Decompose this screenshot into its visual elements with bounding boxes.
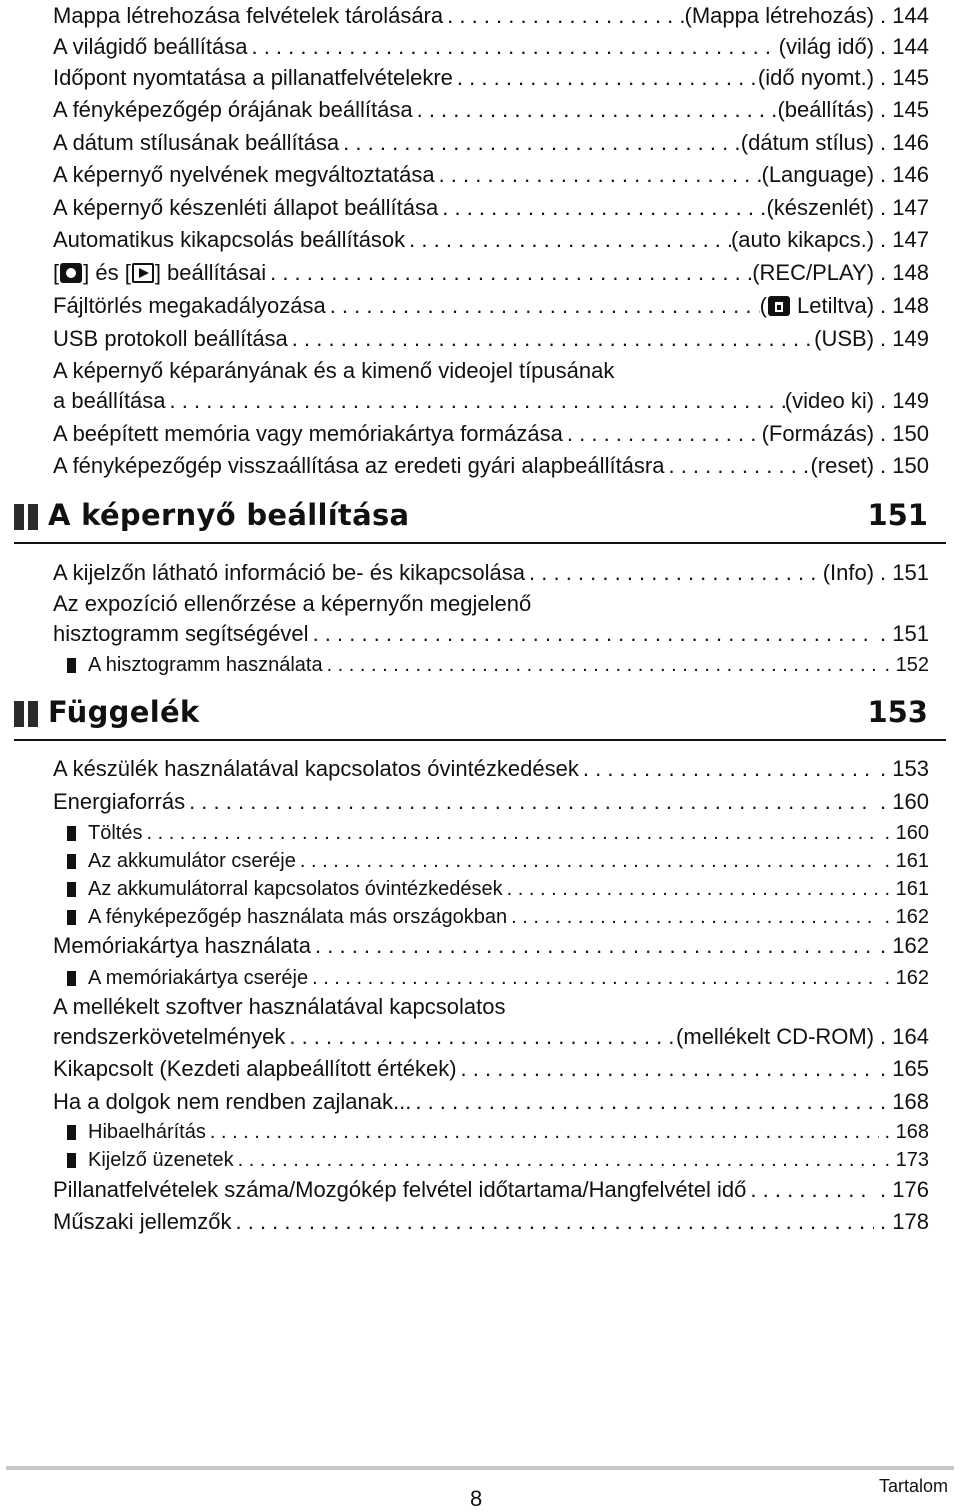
section-heading[interactable] xyxy=(14,496,946,544)
toc-entry-line1[interactable]: A képernyő képarányának és a kimenő videojel típusának xyxy=(53,358,615,383)
toc-entry[interactable] xyxy=(53,557,929,589)
leader-dots xyxy=(234,1144,879,1176)
toc-entry[interactable] xyxy=(53,127,929,159)
toc-entry-title: USB protokoll beállítása xyxy=(53,326,288,351)
leader-dots xyxy=(185,786,874,818)
toc-entry-ref: (Formázás) xyxy=(761,421,875,446)
leader-dots xyxy=(323,649,879,681)
toc-entry[interactable] xyxy=(53,450,929,482)
ref-close: Letiltva) xyxy=(790,293,875,318)
toc-entry-ref: (REC/PLAY) xyxy=(752,260,875,285)
toc-entry-title: Automatikus kikapcsolás beállítások xyxy=(53,227,406,252)
toc-entry-ref xyxy=(760,290,874,322)
bracket-mid: ] és [ xyxy=(83,260,131,285)
toc-entry[interactable] xyxy=(53,385,929,417)
toc-subentry[interactable] xyxy=(88,649,929,681)
ref-open: ( xyxy=(759,293,767,318)
toc-entry-line1[interactable]: A mellékelt szoftver használatával kapcsolatos xyxy=(53,994,506,1019)
toc-entry-ref: (mellékelt CD-ROM) xyxy=(676,1024,875,1049)
leader-dots xyxy=(453,62,758,94)
leader-dots xyxy=(438,192,766,224)
section-heading[interactable] xyxy=(14,693,946,741)
toc-entry-page: . 146 xyxy=(880,159,929,191)
leader-dots xyxy=(563,418,762,450)
toc-entry-ref: (világ idő) xyxy=(778,34,875,59)
toc-entry-title: A hisztogramm használata xyxy=(88,654,323,676)
toc-entry-page: . 144 xyxy=(880,0,929,32)
toc-entry[interactable] xyxy=(53,224,929,256)
toc-entry-ref: (Language) xyxy=(761,162,875,187)
toc-entry-ref: (USB) xyxy=(814,326,875,351)
toc-entry-title: Energiaforrás xyxy=(53,789,186,814)
toc-entry-ref: (Mappa létrehozás) xyxy=(684,3,875,28)
leader-dots xyxy=(309,618,874,650)
toc-subentry[interactable] xyxy=(88,1144,929,1176)
bullet-square-icon xyxy=(67,971,76,986)
toc-entry-title: Műszaki jellemzők xyxy=(53,1209,232,1234)
leader-dots xyxy=(339,127,741,159)
toc-entry-page: . 164 xyxy=(880,1021,929,1053)
toc-entry-page: . 160 xyxy=(880,786,929,818)
section-page: 153 xyxy=(867,695,928,729)
toc-entry-title: A világidő beállítása xyxy=(53,34,248,59)
toc-entry-title: rendszerkövetelmények xyxy=(53,1024,286,1049)
toc-entry-title: Hibaelhárítás xyxy=(88,1121,206,1143)
toc-subentry[interactable] xyxy=(88,901,929,933)
bracket-close: ] beállításai xyxy=(154,260,267,285)
toc-entry-title: Kikapcsolt (Kezdeti alapbeállított értékek) xyxy=(53,1056,457,1081)
leader-dots xyxy=(266,257,752,289)
toc-entry[interactable] xyxy=(53,62,929,94)
toc-entry[interactable] xyxy=(53,1021,929,1053)
toc-entry[interactable] xyxy=(53,753,929,785)
trash-icon xyxy=(768,296,790,316)
bullet-square-icon xyxy=(67,1153,76,1168)
toc-entry-ref: (beállítás) xyxy=(777,97,875,122)
toc-entry[interactable] xyxy=(53,31,929,63)
bracket-open: [ xyxy=(53,260,60,285)
play-icon xyxy=(132,263,154,283)
toc-entry[interactable] xyxy=(53,618,929,650)
toc-entry-ref: (reset) xyxy=(810,453,875,478)
toc-entry-page: . 150 xyxy=(880,418,929,450)
leader-dots xyxy=(326,290,760,322)
toc-entry-protect[interactable] xyxy=(53,290,929,322)
toc-entry-page: . 176 xyxy=(880,1174,929,1206)
leader-dots xyxy=(308,962,878,994)
camera-icon xyxy=(60,263,82,283)
toc-entry-page: . 150 xyxy=(880,450,929,482)
toc-entry[interactable] xyxy=(53,1206,929,1238)
leader-dots xyxy=(411,1086,874,1118)
toc-entry-page: . 144 xyxy=(880,31,929,63)
toc-entry[interactable] xyxy=(53,159,929,191)
toc-entry-page: . 168 xyxy=(880,1086,929,1118)
leader-dots xyxy=(746,1174,874,1206)
toc-entry-page: . 147 xyxy=(880,224,929,256)
toc-entry[interactable] xyxy=(53,1174,929,1206)
toc-entry-page: . 148 xyxy=(880,257,929,289)
bullet-square-icon xyxy=(67,1125,76,1140)
toc-entry-page: . 178 xyxy=(880,1206,929,1238)
toc-entry-title: A képernyő készenléti állapot beállítása xyxy=(53,195,439,220)
leader-dots xyxy=(579,753,874,785)
toc-entry[interactable] xyxy=(53,786,929,818)
toc-entry-ref: (Info) xyxy=(822,560,875,585)
leader-dots xyxy=(285,1021,676,1053)
toc-entry-page: . 149 xyxy=(880,323,929,355)
toc-entry-title: A fényképezőgép órájának beállítása xyxy=(53,97,413,122)
toc-entry[interactable] xyxy=(53,0,929,32)
toc-entry-title: A dátum stílusának beállítása xyxy=(53,130,340,155)
toc-entry-line1[interactable]: Az expozíció ellenőrzése a képernyőn megjelenő xyxy=(53,591,532,616)
toc-entry-rec-play[interactable] xyxy=(53,257,929,289)
toc-entry-page: . 147 xyxy=(880,192,929,224)
toc-entry-title: A beépített memória vagy memóriakártya formázása xyxy=(53,421,563,446)
toc-entry-ref: (készenlét) xyxy=(766,195,875,220)
bullet-square-icon xyxy=(67,854,76,869)
toc-subentry[interactable] xyxy=(88,962,929,994)
toc-entry-page: . 162 xyxy=(885,962,930,994)
toc-entry-page: . 151 xyxy=(880,618,929,650)
bullet-square-icon xyxy=(67,882,76,897)
footer-page-number: 8 xyxy=(470,1486,483,1511)
toc-entry-page: . 145 xyxy=(880,62,929,94)
toc-entry-title xyxy=(53,257,266,289)
toc-entry-title: Pillanatfelvételek száma/Mozgókép felvétel időtartama/Hangfelvétel idő xyxy=(53,1177,747,1202)
toc-entry-title: A memóriakártya cseréje xyxy=(88,967,309,989)
bullet-square-icon xyxy=(67,658,76,673)
toc-entry-page: . 148 xyxy=(880,290,929,322)
toc-entry[interactable] xyxy=(53,94,929,126)
toc-entry-page: . 151 xyxy=(880,557,929,589)
toc-entry-title: A képernyő nyelvének megváltoztatása xyxy=(53,162,435,187)
toc-entry-title: Fájltörlés megakadályozása xyxy=(53,293,326,318)
section-title: Függelék xyxy=(48,695,200,729)
toc-entry-page: . 145 xyxy=(880,94,929,126)
bullet-square-icon xyxy=(67,910,76,925)
leader-dots xyxy=(232,1206,875,1238)
toc-entry-title: Töltés xyxy=(88,822,143,844)
toc-entry-title: Időpont nyomtatása a pillanatfelvételekre xyxy=(53,65,453,90)
section-bars-icon xyxy=(14,701,40,727)
footer-divider xyxy=(6,1466,954,1470)
toc-entry-page: . 152 xyxy=(885,649,930,681)
toc-entry[interactable] xyxy=(53,418,929,450)
toc-entry[interactable] xyxy=(53,323,929,355)
leader-dots xyxy=(435,159,762,191)
section-bars-icon xyxy=(14,504,40,530)
toc-entry[interactable] xyxy=(53,1086,929,1118)
toc-entry-ref: (auto kikapcs.) xyxy=(730,227,875,252)
leader-dots xyxy=(443,0,684,32)
toc-entry-title: Az akkumulátorral kapcsolatos óvintézkedések xyxy=(88,878,503,900)
leader-dots xyxy=(311,930,874,962)
toc-entry-title: A fényképezőgép visszaállítása az eredeti gyári alapbeállításra xyxy=(53,453,665,478)
toc-entry-title: Ha a dolgok nem rendben zajlanak... xyxy=(53,1089,412,1114)
section-page: 151 xyxy=(867,498,928,532)
toc-entry-page: . 160 xyxy=(885,817,930,849)
toc-entry-title: A fényképezőgép használata más országokban xyxy=(88,906,508,928)
toc-entry-page: . 149 xyxy=(880,385,929,417)
toc-entry-ref: (idő nyomt.) xyxy=(757,65,875,90)
leader-dots xyxy=(525,557,823,589)
toc-entry-title: Kijelző üzenetek xyxy=(88,1149,234,1171)
toc-entry-title: Mappa létrehozása felvételek tárolására xyxy=(53,3,444,28)
toc-entry-page: . 146 xyxy=(880,127,929,159)
toc-entry[interactable] xyxy=(53,1053,929,1085)
toc-entry-title: A kijelzőn látható információ be- és kikapcsolása xyxy=(53,560,526,585)
toc-entry-page: . 165 xyxy=(880,1053,929,1085)
toc-entry-ref: (video ki) xyxy=(784,388,875,413)
section-title: A képernyő beállítása xyxy=(48,498,410,532)
toc-entry-title: Memóriakártya használata xyxy=(53,933,312,958)
toc-entry-page: . 162 xyxy=(885,901,930,933)
leader-dots xyxy=(507,901,878,933)
toc-entry-title: a beállítása xyxy=(53,388,166,413)
toc-entry-page: . 168 xyxy=(885,1116,930,1148)
toc-entry-title: A készülék használatával kapcsolatos óvintézkedések xyxy=(53,756,579,781)
footer-tag[interactable]: Tartalom xyxy=(878,1476,948,1496)
toc-entry-ref: (dátum stílus) xyxy=(740,130,875,155)
toc-entry[interactable] xyxy=(53,192,929,224)
toc-entry-page: . 161 xyxy=(885,845,930,877)
toc-entry-page: . 173 xyxy=(885,1144,930,1176)
toc-entry-title: hisztogramm segítségével xyxy=(53,621,309,646)
leader-dots xyxy=(247,31,778,63)
toc-entry-page: . 162 xyxy=(880,930,929,962)
leader-dots xyxy=(166,385,785,417)
leader-dots xyxy=(288,323,814,355)
toc-entry-page: . 161 xyxy=(885,873,930,905)
leader-dots xyxy=(457,1053,875,1085)
leader-dots xyxy=(664,450,810,482)
leader-dots xyxy=(405,224,731,256)
toc-entry[interactable] xyxy=(53,930,929,962)
leader-dots xyxy=(413,94,778,126)
toc-entry-page: . 153 xyxy=(880,753,929,785)
bullet-square-icon xyxy=(67,826,76,841)
toc-entry-title: Az akkumulátor cseréje xyxy=(88,850,296,872)
